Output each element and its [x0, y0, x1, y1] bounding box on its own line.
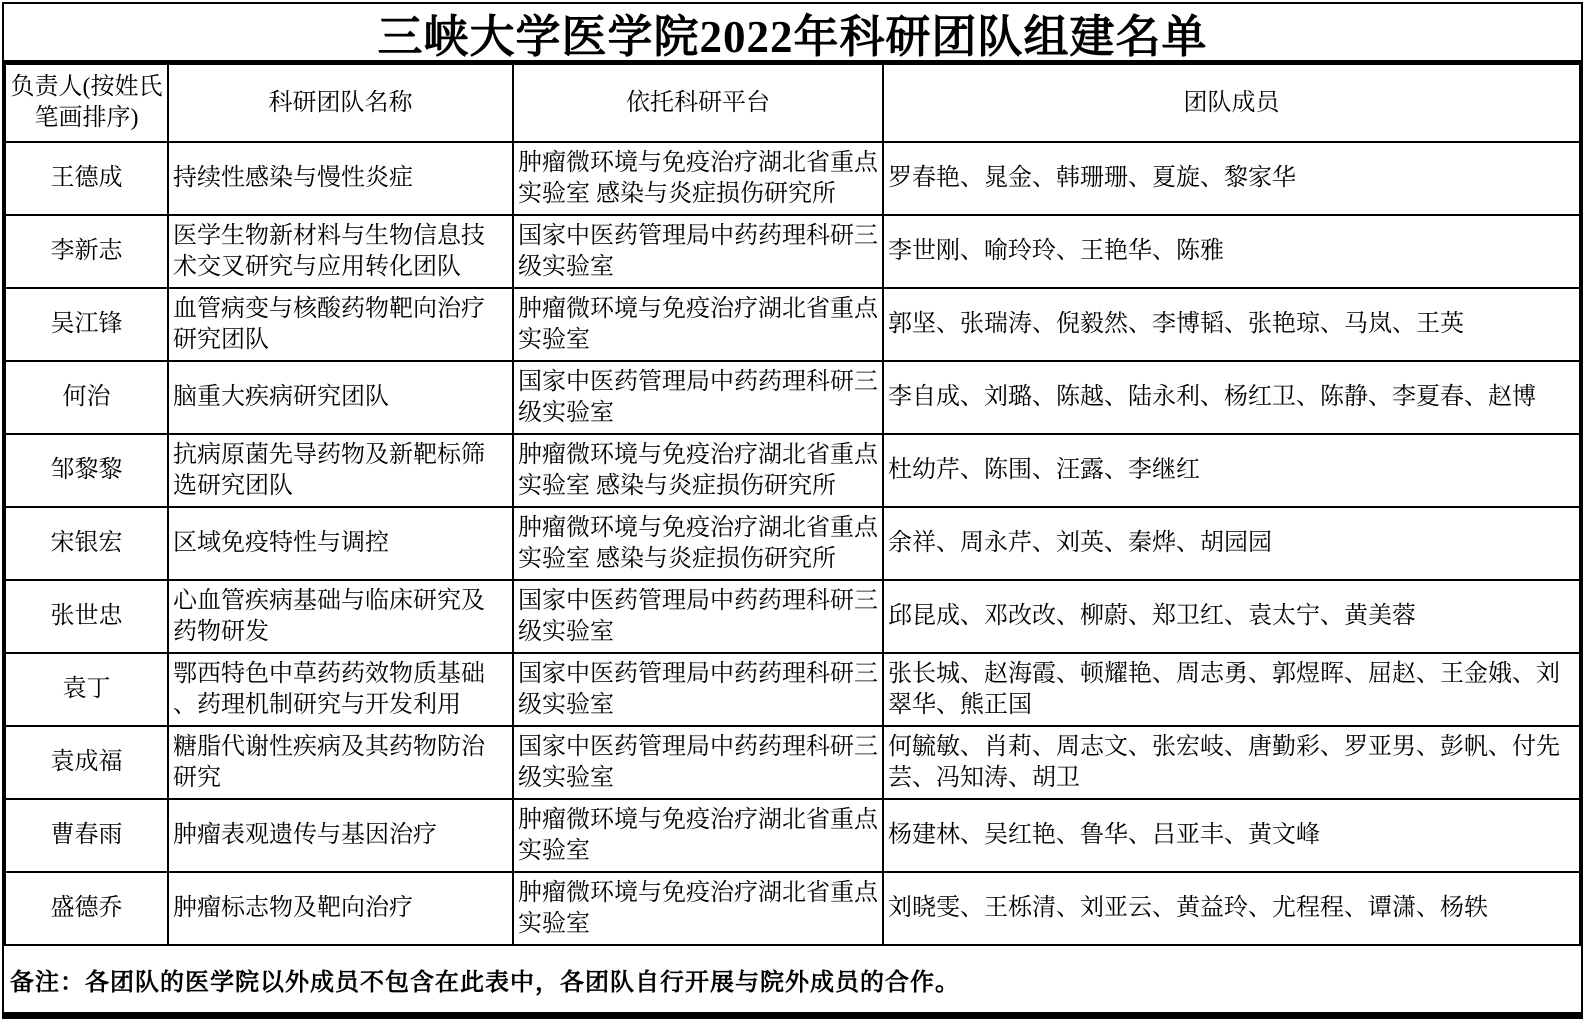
team-cell: 糖脂代谢性疾病及其药物防治研究: [168, 726, 513, 799]
team-cell: 持续性感染与慢性炎症: [168, 142, 513, 215]
table-row: [5, 799, 1580, 872]
leader-cell: 邹黎黎: [5, 434, 168, 507]
leader-cell: 曹春雨: [5, 799, 168, 872]
platform-cell: 肿瘤微环境与免疫治疗湖北省重点实验室: [513, 288, 883, 361]
column-header-leader: 负责人(按姓氏笔画排序): [5, 64, 168, 142]
table-row: [5, 361, 1580, 434]
column-header-platform: 依托科研平台: [513, 64, 883, 142]
members-cell: 杜幼芹、陈围、汪露、李继红: [883, 434, 1580, 507]
members-cell: 刘晓雯、王栎清、刘亚云、黄益玲、尤程程、谭潇、杨轶: [883, 872, 1580, 945]
footnote: 备注：各团队的医学院以外成员不包含在此表中，各团队自行开展与院外成员的合作。: [10, 969, 960, 996]
header-row: [5, 64, 1580, 142]
members-cell: 何毓敏、肖莉、周志文、张宏岐、唐勤彩、罗亚男、彭帆、付先芸、冯知涛、胡卫: [883, 726, 1580, 799]
members-cell: 李自成、刘璐、陈越、陆永利、杨红卫、陈静、李夏春、赵博: [883, 361, 1580, 434]
leader-cell: 李新志: [5, 215, 168, 288]
leader-cell: 袁丁: [5, 653, 168, 726]
members-cell: 李世刚、喻玲玲、王艳华、陈雅: [883, 215, 1580, 288]
platform-cell: 国家中医药管理局中药药理科研三级实验室: [513, 653, 883, 726]
leader-cell: 何治: [5, 361, 168, 434]
team-cell: 鄂西特色中草药药效物质基础、药理机制研究与开发利用: [168, 653, 513, 726]
column-header-team: 科研团队名称: [168, 64, 513, 142]
members-cell: 杨建林、吴红艳、鲁华、吕亚丰、黄文峰: [883, 799, 1580, 872]
leader-cell: 宋银宏: [5, 507, 168, 580]
platform-cell: 肿瘤微环境与免疫治疗湖北省重点实验室: [513, 799, 883, 872]
members-cell: 罗春艳、晁金、韩珊珊、夏旋、黎家华: [883, 142, 1580, 215]
leader-cell: 吴江锋: [5, 288, 168, 361]
members-cell: 余祥、周永芹、刘英、秦烨、胡园园: [883, 507, 1580, 580]
table-row: [5, 507, 1580, 580]
platform-cell: 肿瘤微环境与免疫治疗湖北省重点实验室 感染与炎症损伤研究所: [513, 142, 883, 215]
team-cell: 医学生物新材料与生物信息技术交叉研究与应用转化团队: [168, 215, 513, 288]
leader-cell: 张世忠: [5, 580, 168, 653]
members-cell: 邱昆成、邓改改、柳蔚、郑卫红、袁太宁、黄美蓉: [883, 580, 1580, 653]
leader-cell: 袁成福: [5, 726, 168, 799]
page-title: 三峡大学医学院2022年科研团队组建名单: [4, 4, 1581, 63]
platform-cell: 肿瘤微环境与免疫治疗湖北省重点实验室 感染与炎症损伤研究所: [513, 507, 883, 580]
team-cell: 血管病变与核酸药物靶向治疗研究团队: [168, 288, 513, 361]
column-header-members: 团队成员: [883, 64, 1580, 142]
members-cell: 张长城、赵海霞、顿耀艳、周志勇、郭煜晖、屈赵、王金娥、刘翠华、熊正国: [883, 653, 1580, 726]
table-row: [5, 288, 1580, 361]
platform-cell: 肿瘤微环境与免疫治疗湖北省重点实验室 感染与炎症损伤研究所: [513, 434, 883, 507]
leader-cell: 盛德乔: [5, 872, 168, 945]
platform-cell: 国家中医药管理局中药药理科研三级实验室: [513, 215, 883, 288]
table-row: [5, 215, 1580, 288]
table-row: [5, 726, 1580, 799]
platform-cell: 国家中医药管理局中药药理科研三级实验室: [513, 361, 883, 434]
team-cell: 肿瘤标志物及靶向治疗: [168, 872, 513, 945]
team-cell: 肿瘤表观遗传与基因治疗: [168, 799, 513, 872]
table-row: [5, 142, 1580, 215]
platform-cell: 国家中医药管理局中药药理科研三级实验室: [513, 580, 883, 653]
document-sheet: [2, 2, 1583, 1019]
team-cell: 区域免疫特性与调控: [168, 507, 513, 580]
platform-cell: 国家中医药管理局中药药理科研三级实验室: [513, 726, 883, 799]
team-cell: 抗病原菌先导药物及新靶标筛选研究团队: [168, 434, 513, 507]
platform-cell: 肿瘤微环境与免疫治疗湖北省重点实验室: [513, 872, 883, 945]
table-row: [5, 580, 1580, 653]
members-cell: 郭坚、张瑞涛、倪毅然、李博韬、张艳琼、马岚、王英: [883, 288, 1580, 361]
leader-cell: 王德成: [5, 142, 168, 215]
table-row: [5, 872, 1580, 945]
team-cell: 脑重大疾病研究团队: [168, 361, 513, 434]
table-row: [5, 653, 1580, 726]
team-cell: 心血管疾病基础与临床研究及药物研发: [168, 580, 513, 653]
research-teams-table: [4, 63, 1581, 946]
table-row: [5, 434, 1580, 507]
